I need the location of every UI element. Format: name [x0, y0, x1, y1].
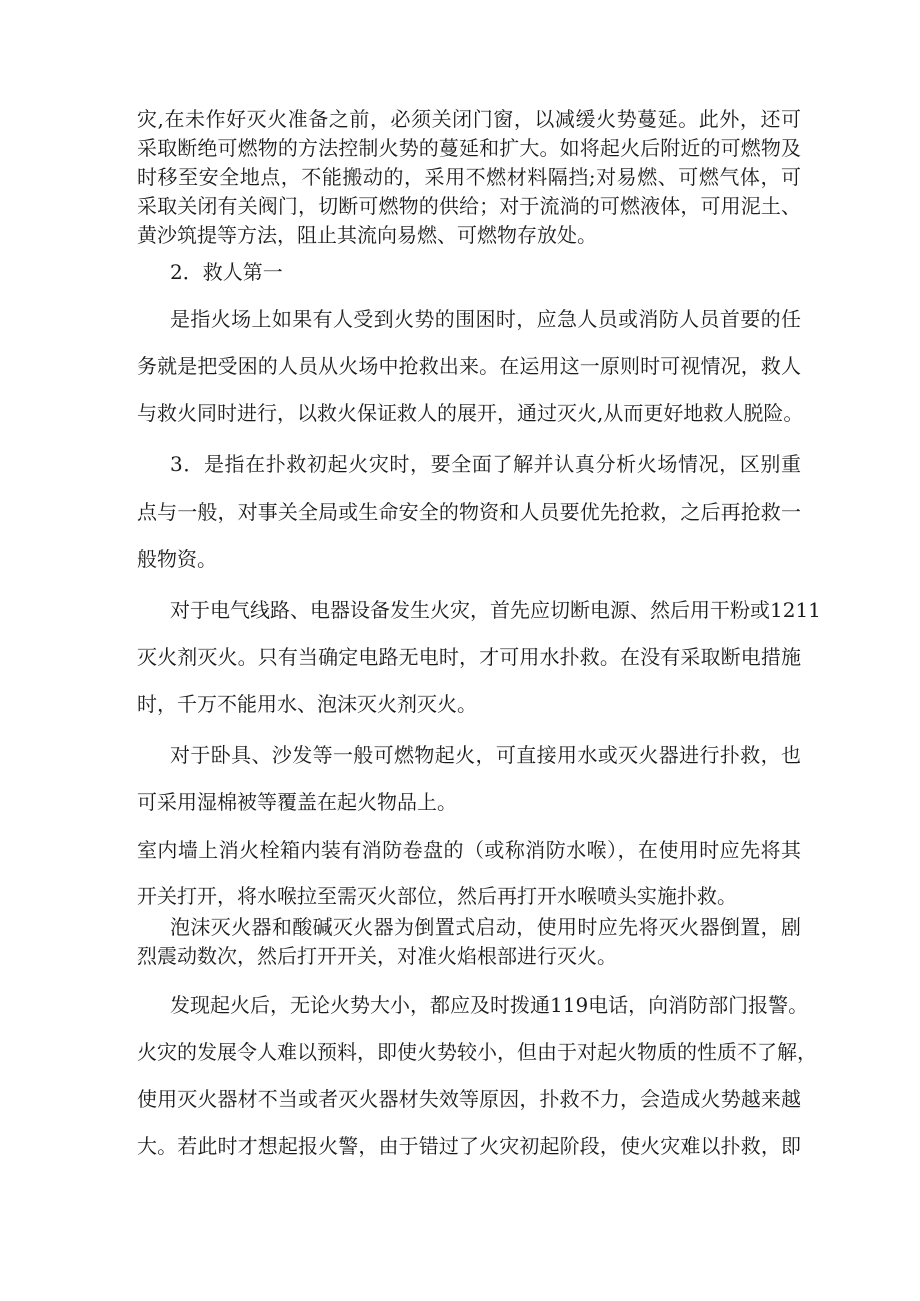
text-line: 时移至安全地点，不能搬动的，采用不燃材料隔挡;对易燃、可燃气体，可 [137, 165, 801, 189]
text-line: 采取关闭有关阀门，切断可燃物的供给；对于流淌的可燃液体，可用泥土、 [137, 194, 801, 218]
text-line: 对于电气线路、电器设备发生火灾，首先应切断电源、然后用干粉或1211 [170, 598, 821, 622]
text-line: 泡沫灭火器和酸碱灭火器为倒置式启动，使用时应先将灭火器倒置，剧 [170, 915, 801, 939]
text-line: 开关打开，将水喉拉至需灭火部位，然后再打开水喉喷头实施扑救。 [137, 884, 737, 908]
text-line: 时，千万不能用水、泡沫灭火剂灭火。 [137, 692, 477, 716]
text-line: 大。若此时才想起报火警，由于错过了火灾初起阶段，使火灾难以扑救，即 [137, 1134, 801, 1158]
text-line: 烈震动数次，然后打开开关，对准火焰根部进行灭火。 [137, 944, 617, 968]
text-line: 般物资。 [137, 547, 217, 571]
text-line: 室内墙上消火栓箱内装有消防卷盘的（或称消防水喉），在使用时应先将其 [137, 838, 801, 862]
text-line: 火灾的发展令人难以预料，即使火势较小，但由于对起火物质的性质不了解， [137, 1040, 817, 1064]
text-line: 黄沙筑提等方法，阻止其流向易燃、可燃物存放处。 [137, 223, 597, 247]
text-line: 与救火同时进行，以救火保证救人的展开，通过灭火,从而更好地救人脱险。 [137, 401, 804, 425]
text-line: 灭火剂灭火。只有当确定电路无电时，才可用水扑救。在没有采取断电措施 [137, 645, 801, 669]
text-line: 对于卧具、沙发等一般可燃物起火，可直接用水或灭火器进行扑救，也 [170, 743, 801, 767]
text-line: 可采用湿棉被等覆盖在起火物品上。 [137, 790, 457, 814]
text-line: 是指火场上如果有人受到火势的围困时，应急人员或消防人员首要的任 [170, 307, 801, 331]
text-line: 发现起火后，无论火势大小，都应及时拨通119电话，向消防部门报警。 [170, 993, 809, 1017]
text-line: 点与一般，对事关全局或生命安全的物资和人员要优先抢救，之后再抢救一 [137, 500, 801, 524]
text-line: 务就是把受困的人员从火场中抢救出来。在运用这一原则时可视情况，救人 [137, 354, 801, 378]
text-line: 灾,在未作好灭火准备之前，必须关闭门窗，以减缓火势蔓延。此外，还可 [137, 107, 801, 131]
text-line: 采取断绝可燃物的方法控制火势的蔓延和扩大。如将起火后附近的可燃物及 [137, 136, 801, 160]
text-line: 3．是指在扑救初起火灾时，要全面了解并认真分析火场情况，区别重 [170, 452, 801, 476]
section-heading: 2．救人第一 [170, 260, 283, 284]
text-line: 使用灭火器材不当或者灭火器材失效等原因，扑救不力，会造成火势越来越 [137, 1087, 801, 1111]
